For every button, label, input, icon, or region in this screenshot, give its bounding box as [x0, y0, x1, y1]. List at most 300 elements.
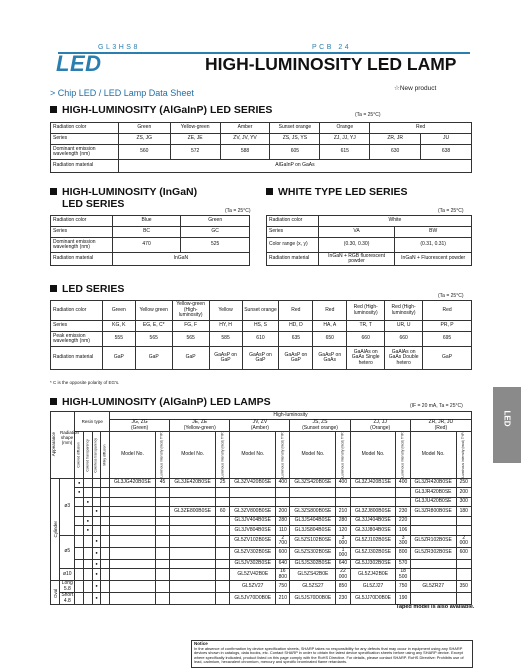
- table-cell: GL5JJ70D0B0E: [350, 593, 396, 605]
- resin-type-marker-icon: ●: [86, 517, 90, 523]
- table-cell: [456, 526, 471, 536]
- table-cell: VA: [318, 227, 395, 238]
- table-cell: [170, 581, 216, 593]
- table-cell: FG, F: [172, 321, 209, 332]
- table-cell: ZJ, JJ (Orange): [350, 420, 410, 432]
- table-cell: 570: [396, 559, 410, 569]
- table-cell: ø10: [60, 569, 75, 581]
- table-cell: [101, 507, 110, 517]
- table-cell: [336, 488, 350, 498]
- table-cell: 350: [456, 581, 471, 593]
- table-cell: ZJ, JJ, YJ: [320, 134, 370, 145]
- table-row: [51, 581, 472, 593]
- table-cell: 650: [313, 332, 347, 347]
- table-cell: 525: [181, 238, 250, 253]
- table-cell: 280: [276, 516, 290, 526]
- table-cell: Red: [313, 301, 347, 321]
- table-cell: [290, 497, 336, 507]
- table-cell: GaAsP on GaP: [209, 347, 242, 370]
- table-cell: [84, 559, 93, 569]
- table-cell: Series: [51, 227, 113, 238]
- table-cell: GL3JS404B0SE: [290, 516, 336, 526]
- table-cell: GL5JV302B0SE: [230, 559, 276, 569]
- table-cell: [92, 569, 101, 581]
- table-cell: GL5ZV27: [230, 581, 276, 593]
- table-cell: [84, 526, 93, 536]
- table-row: [267, 227, 472, 238]
- table-cell: Red (High-luminosity): [385, 301, 423, 321]
- table-cell: Green: [118, 123, 170, 134]
- table-cell: [101, 559, 110, 569]
- table-cell: Luminous intensity (mcd) TYP.: [216, 432, 230, 479]
- table-cell: GL5JJ302B0SE: [350, 559, 396, 569]
- table-row: [51, 253, 250, 266]
- table-cell: ZS, JG: [118, 134, 170, 145]
- notice-text: In the absence of confirmation by device specification sheets, SHARP takes no responsibility for any defects that may occur in equipment using any SHARP devices shown in catalogs, data books, etc. Contact SHARP in order to obtain the latest device specification sheets before using any SHARP device. Except where specifically indicated, product listed on this page comply with the RoHS Directive. For details, please contact SHARP. RoHS Directive: Prohibits use of lead, cadmium, hexavalent chromium, mercury and specific brominated flame retardants.: [194, 645, 464, 664]
- table-cell: Colored diffusion: [75, 432, 84, 479]
- table-cell: [92, 507, 101, 517]
- table-cell: 18 500: [396, 569, 410, 581]
- table-cell: 605: [270, 145, 320, 160]
- table-cell: Radiation material: [267, 253, 319, 266]
- table-cell: [155, 559, 169, 569]
- table-cell: 16 800: [276, 569, 290, 581]
- table-cell: 640: [276, 559, 290, 569]
- table-cell: 560: [118, 145, 170, 160]
- table-cell: GL5ZJ302B0SE: [350, 547, 396, 559]
- table-cell: TR, T: [347, 321, 385, 332]
- table-cell: Model No.: [170, 432, 216, 479]
- table-cell: [155, 497, 169, 507]
- table-cell: [75, 581, 84, 593]
- table-cell: [155, 547, 169, 559]
- table-cell: InGaN: [112, 253, 249, 266]
- table-cell: Radiation material: [51, 347, 103, 370]
- table-cell: GaP: [172, 347, 209, 370]
- condition-note: (Ta = 25°C): [225, 208, 251, 214]
- table-cell: [110, 497, 156, 507]
- table-cell: [410, 526, 456, 536]
- taped-model-note: Taped model is also available.: [396, 604, 475, 610]
- table-cell: [110, 488, 156, 498]
- table-cell: [170, 547, 216, 559]
- table-cell: Model No.: [410, 432, 456, 479]
- table-row: [51, 145, 472, 160]
- table-cell: [155, 535, 169, 547]
- table-cell: Radiation color: [51, 301, 103, 321]
- table-row: [51, 332, 472, 347]
- table-cell: [101, 569, 110, 581]
- table-row: [51, 497, 472, 507]
- resin-type-marker-icon: ●: [86, 527, 90, 533]
- table-cell: 2 700: [276, 535, 290, 547]
- table-row: [51, 238, 250, 253]
- table-cell: [155, 488, 169, 498]
- table-cell: Luminous intensity (mcd) TYP.: [396, 432, 410, 479]
- table-cell: 400: [336, 478, 350, 488]
- condition-note: (IF = 20 mA, Ta = 25°C): [410, 403, 463, 409]
- table-cell: GaP: [135, 347, 172, 370]
- table-cell: Radiation color: [267, 216, 319, 227]
- lamps-table-body: [51, 478, 472, 605]
- table-cell: [170, 526, 216, 536]
- side-index-tab-label: LED: [502, 410, 512, 427]
- table-cell: [170, 488, 216, 498]
- table-cell: [110, 547, 156, 559]
- table-cell: [110, 593, 156, 605]
- table-cell: [92, 478, 101, 488]
- table-cell: [410, 593, 456, 605]
- condition-note: (Ta = 25°C): [355, 112, 381, 118]
- table-cell: UR, U: [385, 321, 423, 332]
- table-cell: [84, 547, 93, 559]
- table-cell: GL3JU420B0SE: [410, 497, 456, 507]
- table-cell: 565: [135, 332, 172, 347]
- table-cell: [216, 559, 230, 569]
- table-cell: ZV, JV, YV: [220, 134, 270, 145]
- table-cell: [101, 478, 110, 488]
- table-cell: GaAlAs on GaAs Single hetero: [347, 347, 385, 370]
- table-cell: [155, 569, 169, 581]
- table-cell: [75, 535, 84, 547]
- table-cell: Resin type: [75, 412, 110, 432]
- table-cell: [155, 526, 169, 536]
- table-cell: 22 000: [336, 569, 350, 581]
- table-cell: [170, 516, 216, 526]
- table-row: [51, 559, 472, 569]
- table-cell: 3 000: [336, 535, 350, 547]
- table-cell: 615: [320, 145, 370, 160]
- table-cell: Short 4.8: [61, 592, 74, 604]
- table-cell: Model No.: [110, 432, 156, 479]
- table-cell: ZE, JE: [170, 134, 220, 145]
- table-cell: 600: [276, 547, 290, 559]
- table-cell: 60: [216, 507, 230, 517]
- table-cell: [110, 516, 156, 526]
- table-cell: 850: [336, 581, 350, 593]
- table-cell: 585: [209, 332, 242, 347]
- table-cell: GL5ZJ42B0E: [350, 569, 396, 581]
- table-cell: JV, ZV (Amber): [230, 420, 290, 432]
- table-row: [51, 516, 472, 526]
- table-cell: Radiation material: [51, 253, 113, 266]
- table-cell: Red: [279, 301, 313, 321]
- bullet-square-icon: [50, 106, 57, 113]
- table-cell: [75, 507, 84, 517]
- table-cell: [75, 547, 84, 559]
- table-row: [51, 547, 472, 559]
- table-cell: Yellow-green: [170, 123, 220, 134]
- table-cell: GaP: [102, 347, 135, 370]
- table-cell: HS, S: [242, 321, 279, 332]
- table-row: [51, 420, 472, 432]
- notice-title: Notice: [194, 641, 208, 646]
- table-cell: GL3JV404B0SE: [230, 516, 276, 526]
- table-cell: Yellow green: [135, 301, 172, 321]
- section-title-led-series: LED SERIES: [50, 283, 124, 295]
- table-cell: 210: [336, 507, 350, 517]
- condition-note: (Ta = 25°C): [438, 208, 464, 214]
- table-cell: 220: [396, 516, 410, 526]
- table-cell: GL3ZR420B0SE: [410, 478, 456, 488]
- table-cell: 106: [396, 526, 410, 536]
- table-cell: [92, 516, 101, 526]
- table-cell: [84, 516, 93, 526]
- table-cell: Luminous intensity (mcd) TYP.: [276, 432, 290, 479]
- new-product-note: ☆New product: [394, 85, 437, 92]
- table-cell: [290, 488, 336, 498]
- table-cell: 200: [456, 488, 471, 498]
- table-cell: Sunset orange: [242, 301, 279, 321]
- table-cell: JU: [421, 134, 472, 145]
- table-cell: 190: [396, 593, 410, 605]
- table-cell: GL5ZS42B0E: [290, 569, 336, 581]
- table-cell: 635: [279, 332, 313, 347]
- oval-label: Oval: [51, 581, 60, 605]
- table-cell: Series: [51, 134, 119, 145]
- table-cell: 638: [421, 145, 472, 160]
- table-row: [51, 535, 472, 547]
- table-cell: ZS, JS, YS: [270, 134, 320, 145]
- table-cell: KG, K: [102, 321, 135, 332]
- table-cell: Yellow: [209, 301, 242, 321]
- table-cell: Milky diffusion: [101, 432, 110, 479]
- table-cell: [92, 581, 101, 593]
- table-cell: [84, 497, 93, 507]
- table-cell: [92, 547, 101, 559]
- table-row: [51, 301, 472, 321]
- table-cell: ZR, JR, JU (Red): [410, 420, 471, 432]
- table-row: [51, 593, 472, 605]
- table-cell: Colorless transparency: [92, 432, 101, 479]
- table-cell: GL3JJ404B0SE: [350, 516, 396, 526]
- table-cell: GL5ZV42B0E: [230, 569, 276, 581]
- table-cell: [110, 559, 156, 569]
- table-row: [51, 526, 472, 536]
- table-cell: HY, H: [209, 321, 242, 332]
- table-cell: Model No.: [350, 432, 396, 479]
- table-cell: Radiation material: [51, 160, 119, 173]
- table-cell: [350, 497, 396, 507]
- table-cell: 800: [396, 547, 410, 559]
- table-cell: [170, 593, 216, 605]
- table-cell: 660: [385, 332, 423, 347]
- table-row: [51, 160, 472, 173]
- resin-type-marker-icon: ●: [95, 508, 98, 514]
- table-cell: GaAsP on GaP: [279, 347, 313, 370]
- table-cell: EG, E, C*: [135, 321, 172, 332]
- table-cell: GL3JS804B0SE: [290, 526, 336, 536]
- table-cell: [410, 569, 456, 581]
- table-cell: [170, 497, 216, 507]
- table-cell: [396, 488, 410, 498]
- table-cell: 565: [172, 332, 209, 347]
- led-logo: LED: [56, 51, 102, 76]
- table-cell: GL5JS70D0B0E: [290, 593, 336, 605]
- table-cell: JS, ZS (Sunset orange): [290, 420, 350, 432]
- table-cell: [456, 516, 471, 526]
- bullet-square-icon: [266, 188, 273, 195]
- table-cell: Amber: [220, 123, 270, 134]
- table-cell: Color range (x, y): [267, 238, 319, 253]
- resin-type-marker-icon: ●: [95, 595, 98, 601]
- cylinder-label: Cylinder: [51, 478, 60, 581]
- table-cell: Luminous intensity (mcd) TYP.: [155, 432, 169, 479]
- table-row: [51, 432, 472, 461]
- table-cell: [92, 497, 101, 507]
- table-cell: Red: [423, 301, 472, 321]
- table-cell: [155, 516, 169, 526]
- table-cell: 470: [112, 238, 181, 253]
- table-row: [267, 253, 472, 266]
- table-row: [51, 478, 472, 488]
- header-code-right: PCB 24: [312, 44, 352, 51]
- table-cell: ø5: [60, 535, 75, 569]
- table-cell: [84, 507, 93, 517]
- table-cell: [170, 559, 216, 569]
- table-cell: GL5JV70D0B0E: [230, 593, 276, 605]
- table-cell: GL3JV804B0SE: [230, 526, 276, 536]
- table-cell: [110, 507, 156, 517]
- table-cell: 660: [347, 332, 385, 347]
- table-cell: [110, 535, 156, 547]
- table-cell: [101, 547, 110, 559]
- table-cell: [216, 593, 230, 605]
- table-cell: Model No.: [290, 432, 336, 479]
- bullet-square-icon: [50, 285, 57, 292]
- table-cell: Dominant emission wavelength (nm): [51, 238, 113, 253]
- table-cell: BC: [112, 227, 181, 238]
- table-cell: [216, 547, 230, 559]
- table-cell: [92, 488, 101, 498]
- table-cell: 630: [370, 145, 421, 160]
- table-algainp-series: [50, 122, 472, 173]
- table-cell: JE, ZE (Yellow-green): [170, 420, 230, 432]
- table-cell: 45: [155, 478, 169, 488]
- table-cell: [456, 569, 471, 581]
- table-cell: Red (High-luminosity): [347, 301, 385, 321]
- table-cell: [101, 516, 110, 526]
- radiation-shape-label: Radiation shape (mm): [60, 430, 80, 445]
- table-cell: Sunset orange: [270, 123, 320, 134]
- table-cell: [230, 497, 276, 507]
- table-cell: [101, 593, 110, 605]
- table-cell: 230: [336, 593, 350, 605]
- table-cell: GL3JG420B0SE: [110, 478, 156, 488]
- table-cell: Luminous intensity (mcd) TYP.: [336, 432, 350, 479]
- resin-type-marker-icon: ●: [95, 537, 98, 543]
- table-cell: GL5ZS102B0SE: [290, 535, 336, 547]
- table-cell: GL5ZJ27: [350, 581, 396, 593]
- table-cell: GL3ZV800B0SE: [230, 507, 276, 517]
- table-led-series: [50, 300, 472, 370]
- table-cell: [84, 478, 93, 488]
- table-cell: [92, 559, 101, 569]
- table-cell: 120: [336, 526, 350, 536]
- table-cell: [110, 581, 156, 593]
- table-cell: 230: [396, 507, 410, 517]
- table-cell: 555: [102, 332, 135, 347]
- table-cell: [101, 488, 110, 498]
- appearance-label: Appearance: [51, 432, 56, 457]
- table-row: [51, 134, 472, 145]
- table-cell: [456, 593, 471, 605]
- table-cell: [92, 526, 101, 536]
- table-row: [267, 216, 472, 227]
- table-cell: BW: [395, 227, 472, 238]
- table-cell: HD, D: [279, 321, 313, 332]
- table-cell: Series: [267, 227, 319, 238]
- section-title-ingan-series: HIGH-LUMINOSITY (InGaN) LED SERIES: [50, 186, 197, 210]
- table-cell: 750: [276, 581, 290, 593]
- table-cell: [110, 526, 156, 536]
- table-cell: 110: [276, 526, 290, 536]
- table-cell: GL3JE420B0SE: [170, 478, 216, 488]
- bullet-square-icon: [50, 398, 57, 405]
- section-title-algainp-lamps: HIGH-LUMINOSITY (AlGaInP) LED LAMPS: [50, 396, 271, 408]
- table-cell: Green: [181, 216, 250, 227]
- table-cell: White: [318, 216, 471, 227]
- table-cell: [336, 497, 350, 507]
- breadcrumb[interactable]: > Chip LED / LED Lamp Data Sheet: [50, 88, 194, 98]
- resin-type-marker-icon: ●: [78, 489, 81, 495]
- table-cell: GL3ZJ800B0SE: [350, 507, 396, 517]
- table-cell: Radiation color: [51, 216, 113, 227]
- table-row: [51, 123, 472, 134]
- table-cell: 2 000: [456, 535, 471, 547]
- table-row: [51, 569, 472, 581]
- table-cell: [84, 488, 93, 498]
- table-cell: (0.31, 0.31): [395, 238, 472, 253]
- table-cell: [75, 478, 84, 488]
- table-cell: [230, 488, 276, 498]
- table-cell: GL5ZR27: [410, 581, 456, 593]
- table-cell: GL5ZV302B0SE: [230, 547, 276, 559]
- page-title: HIGH-LUMINOSITY LED LAMP: [205, 54, 457, 74]
- table-cell: 588: [220, 145, 270, 160]
- table-cell: [396, 497, 410, 507]
- table-cell: GL3ZR800B0SE: [410, 507, 456, 517]
- table-cell: InGaN + Fluorescent powder: [395, 253, 472, 266]
- table-cell: [101, 581, 110, 593]
- table-cell: [216, 516, 230, 526]
- table-cell: High-luminosity: [110, 412, 472, 420]
- table-cell: [75, 569, 84, 581]
- table-cell: [216, 526, 230, 536]
- table-cell: GL5ZS302B0SE: [290, 547, 336, 559]
- table-cell: GL3ZE800B0SE: [170, 507, 216, 517]
- table-cell: [75, 488, 84, 498]
- footnote: * C is the opposite polarity of EG's.: [50, 380, 120, 385]
- table-cell: GL3ZS420B0SE: [290, 478, 336, 488]
- table-cell: GL5ZJ102B0SE: [350, 535, 396, 547]
- table-row: [51, 347, 472, 370]
- resin-type-marker-icon: ●: [95, 583, 98, 589]
- table-cell: Red: [370, 123, 472, 134]
- table-cell: 750: [396, 581, 410, 593]
- table-cell: GL3ZS800B0SE: [290, 507, 336, 517]
- table-white-series: [266, 215, 472, 266]
- resin-type-marker-icon: ●: [95, 549, 98, 555]
- notice-box: [191, 640, 473, 668]
- table-cell: [75, 526, 84, 536]
- table-cell: (0.30, 0.30): [318, 238, 395, 253]
- table-row: [51, 507, 472, 517]
- table-cell: GaAlAs on GaAs Double hetero: [385, 347, 423, 370]
- table-cell: [92, 535, 101, 547]
- table-cell: [216, 488, 230, 498]
- table-cell: GaAsP on GaP: [242, 347, 279, 370]
